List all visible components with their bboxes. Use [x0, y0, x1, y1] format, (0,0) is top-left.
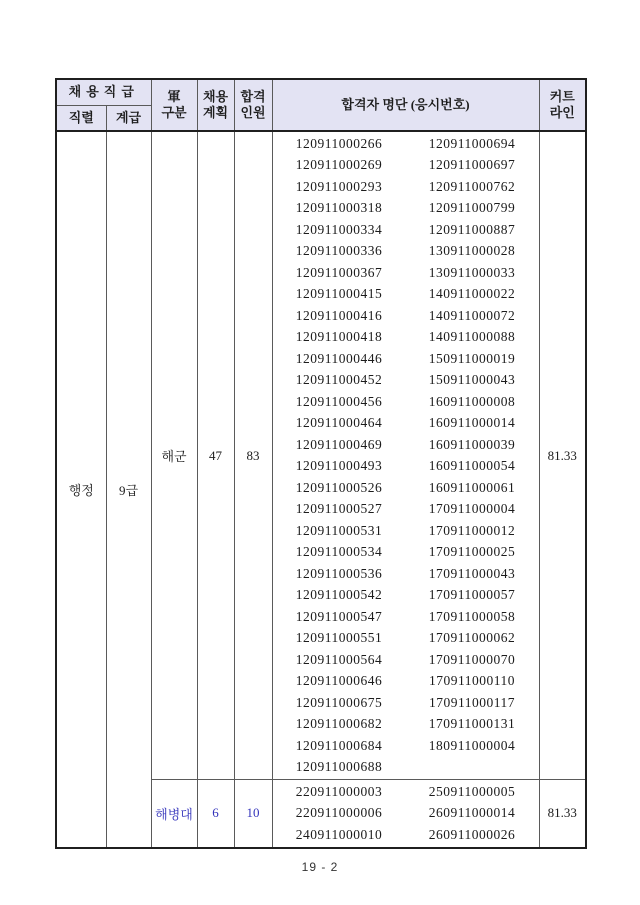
applicant-number: 140911000072 [428, 307, 516, 323]
military-cell-navy: 해군 [151, 131, 197, 780]
roster-row [273, 262, 539, 284]
applicant-number: 120911000688 [295, 759, 383, 775]
applicant-number: 120911000334 [295, 221, 383, 237]
applicant-number: 150911000019 [428, 350, 516, 366]
header-passer-count [234, 79, 272, 131]
roster-row [273, 671, 539, 693]
applicant-number: 120911000542 [295, 587, 383, 603]
applicant-number: 170911000025 [428, 544, 516, 560]
roster-row [273, 477, 539, 499]
applicant-number: 160911000054 [428, 458, 516, 474]
applicant-number: 120911000416 [295, 307, 383, 323]
applicant-number: 120911000336 [295, 243, 383, 259]
table-row-navy [56, 131, 586, 780]
applicant-number: 220911000006 [295, 805, 383, 821]
roster-row [273, 413, 539, 435]
header-cutline [539, 79, 586, 131]
roster-row [273, 606, 539, 628]
roster-row [273, 305, 539, 327]
applicant-number: 170911000057 [428, 587, 516, 603]
applicant-number: 120911000762 [428, 178, 516, 194]
roster-row [273, 757, 539, 779]
applicant-number: 140911000022 [428, 286, 516, 302]
applicant-number: 120911000564 [295, 651, 383, 667]
applicant-number: 120911000293 [295, 178, 383, 194]
roster-row [273, 284, 539, 306]
applicant-number: 120911000527 [295, 501, 383, 517]
applicant-number: 120911000675 [295, 694, 383, 710]
roster-row [273, 241, 539, 263]
applicant-number: 120911000446 [295, 350, 383, 366]
applicant-number: 120911000551 [295, 630, 383, 646]
page-number: 19 - 2 [301, 860, 339, 874]
passers-cell-marines: 10 [234, 780, 272, 848]
roster-navy [273, 133, 539, 778]
roster-row [273, 370, 539, 392]
roster-row [273, 219, 539, 241]
applicant-number: 160911000014 [428, 415, 516, 431]
grade-cell: 9급 [106, 131, 151, 848]
roster-row [273, 198, 539, 220]
applicant-number: 220911000003 [295, 783, 383, 799]
applicant-number: 170911000012 [428, 522, 516, 538]
roster-row [273, 781, 539, 803]
header-series: 직렬 [56, 105, 106, 131]
cutline-cell-navy: 81.33 [539, 131, 586, 780]
header-passers-line2: 인원 [240, 105, 266, 120]
applicant-number: 160911000039 [428, 436, 516, 452]
applicant-number: 120911000452 [295, 372, 383, 388]
roster-row [273, 133, 539, 155]
header-plan-line1: 채용 [202, 89, 229, 104]
roster-row [273, 628, 539, 650]
applicant-number: 130911000028 [428, 243, 516, 259]
applicant-number: 170911000110 [429, 673, 516, 689]
applicant-number: 260911000014 [428, 805, 516, 821]
header-passers-line1: 합격 [240, 89, 266, 104]
applicant-number: 170911000004 [428, 501, 516, 517]
applicant-number: 170911000131 [428, 716, 516, 732]
applicant-number: 120911000531 [295, 522, 383, 538]
header-roster: 합격자 명단 (응시번호) [272, 79, 539, 131]
applicant-number: 120911000547 [295, 608, 383, 624]
header-military-branch [151, 79, 197, 131]
roster-row [273, 542, 539, 564]
plan-cell-navy: 47 [197, 131, 234, 780]
roster-row [273, 499, 539, 521]
cutline-cell-marines: 81.33 [539, 780, 586, 848]
applicant-number: 150911000043 [428, 372, 516, 388]
roster-row [273, 803, 539, 825]
header-grade: 계급 [106, 105, 151, 131]
roster-row [273, 692, 539, 714]
roster-row [273, 735, 539, 757]
applicant-number: 120911000526 [295, 479, 383, 495]
plan-cell-marines: 6 [197, 780, 234, 848]
roster-row [273, 176, 539, 198]
roster-row [273, 155, 539, 177]
applicant-number: 120911000415 [295, 286, 383, 302]
roster-row [273, 348, 539, 370]
applicant-number: 260911000026 [428, 826, 516, 842]
applicant-number: 120911000367 [295, 264, 383, 280]
roster-marines [273, 781, 539, 846]
applicant-number: 120911000269 [295, 157, 383, 173]
roster-row [273, 434, 539, 456]
applicant-number: 160911000008 [428, 393, 516, 409]
applicant-number: 140911000088 [428, 329, 516, 345]
applicant-number: 120911000534 [295, 544, 383, 560]
series-cell: 행정 [56, 131, 106, 848]
applicant-number: 120911000697 [428, 157, 516, 173]
applicant-number: 120911000469 [295, 436, 383, 452]
roster-row [273, 649, 539, 671]
applicant-number: 170911000043 [428, 565, 516, 581]
pass-results-table [55, 78, 587, 849]
applicant-number: 170911000062 [428, 630, 516, 646]
applicant-number: 120911000682 [295, 716, 383, 732]
header-recruit-plan [197, 79, 234, 131]
applicant-number: 120911000646 [295, 673, 383, 689]
applicant-number: 160911000061 [428, 479, 516, 495]
applicant-number: 170911000070 [428, 651, 516, 667]
roster-row [273, 714, 539, 736]
header-military-line1: 軍 [167, 89, 181, 104]
roster-row [273, 520, 539, 542]
applicant-number: 130911000033 [428, 264, 516, 280]
header-military-line2: 구분 [161, 105, 187, 120]
header-cutline-line2: 라인 [549, 105, 575, 120]
applicant-number: 120911000418 [295, 329, 383, 345]
military-cell-marines: 해병대 [151, 780, 197, 848]
header-plan-line2: 계획 [202, 105, 229, 120]
applicant-number: 170911000058 [428, 608, 516, 624]
roster-cell-navy [272, 131, 539, 780]
applicant-number: 120911000464 [295, 415, 383, 431]
applicant-number: 120911000887 [428, 221, 516, 237]
passers-cell-navy: 83 [234, 131, 272, 780]
roster-row [273, 824, 539, 846]
applicant-number: 120911000493 [295, 458, 383, 474]
applicant-number: 180911000004 [428, 737, 516, 753]
applicant-number: 240911000010 [295, 826, 383, 842]
applicant-number: 120911000799 [428, 200, 516, 216]
header-cutline-line1: 커트 [549, 89, 575, 104]
applicant-number: 120911000684 [295, 737, 383, 753]
table-header [56, 79, 586, 131]
applicant-number: 120911000318 [295, 200, 383, 216]
roster-row [273, 585, 539, 607]
roster-cell-marines [272, 780, 539, 848]
applicant-number: 250911000005 [428, 783, 516, 799]
roster-row [273, 456, 539, 478]
applicant-number: 120911000266 [295, 135, 383, 151]
applicant-number: 120911000536 [295, 565, 383, 581]
applicant-number: 120911000456 [295, 393, 383, 409]
applicant-number: 120911000694 [428, 135, 516, 151]
roster-row [273, 391, 539, 413]
applicant-number: 170911000117 [429, 694, 516, 710]
roster-row [273, 563, 539, 585]
header-recruit-group: 채용직급 [56, 79, 151, 105]
roster-row [273, 327, 539, 349]
